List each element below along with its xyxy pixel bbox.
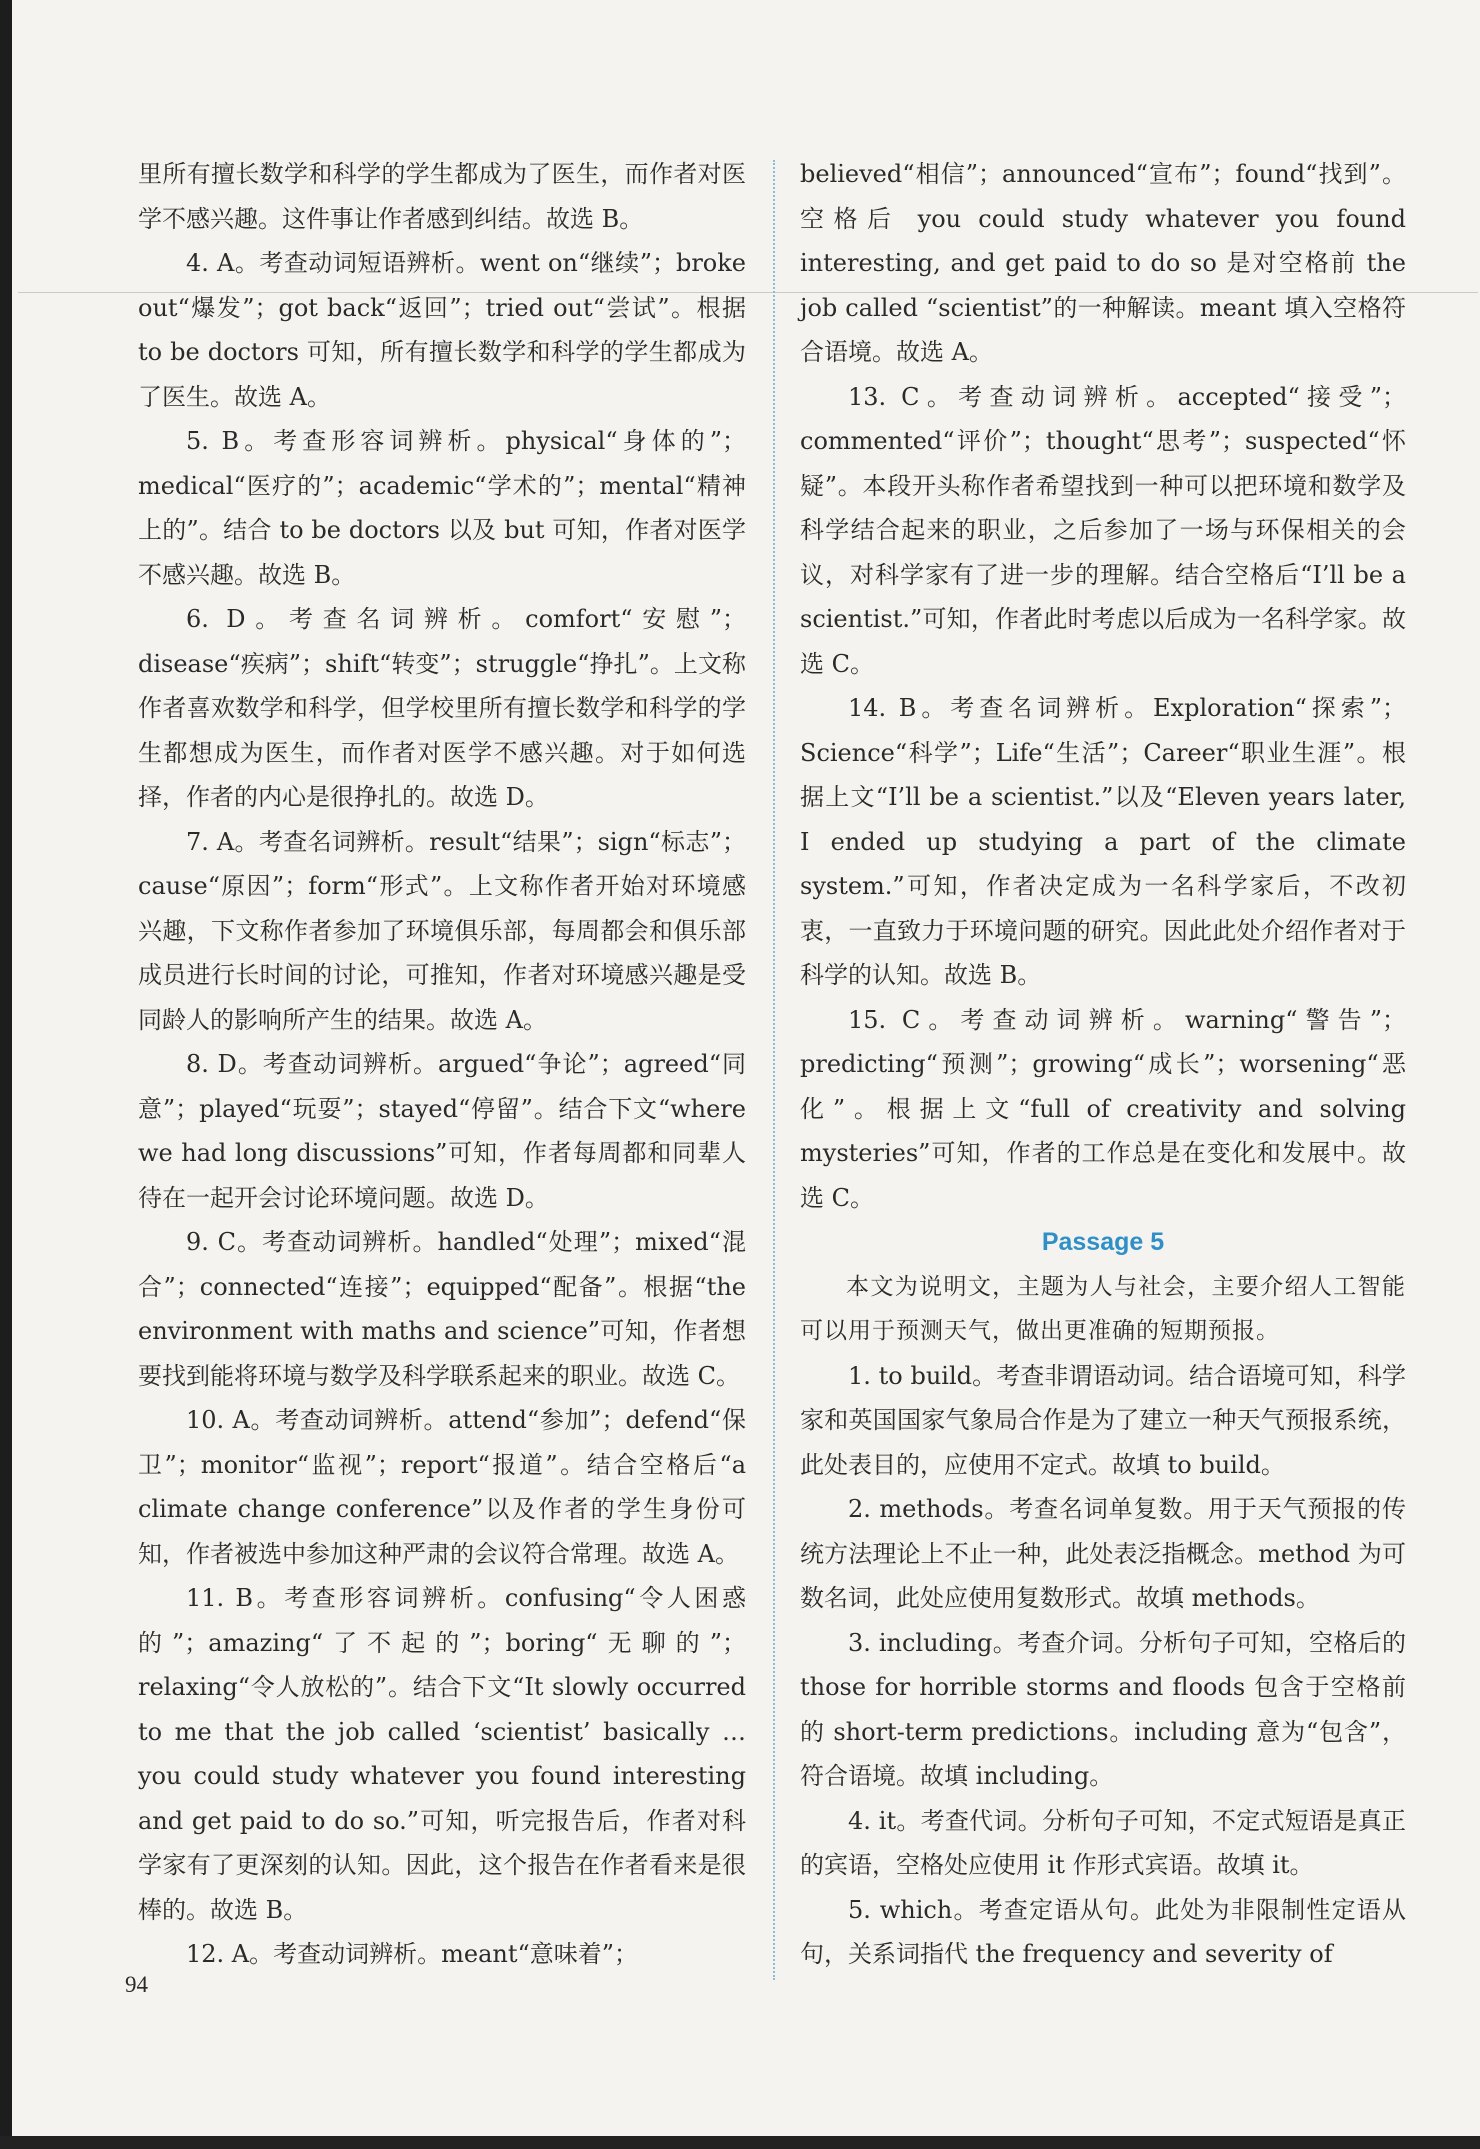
answer-item-11: 11. B。考查形容词辨析。confusing“令人困惑的”；amazing“了不起的”；boring“无聊的”；relaxing“令人放松的”。结合下文“It slowly occurred to me that the job called ‘scientist’ basically … you could study whatever you found interesting and get paid to do so.”可知，听完报告后，作者对科学家有了更深刻的认知。因此，这个报告在作者看来是很棒的。故选 B。 <box>138 1584 746 1924</box>
paragraph-continued-right: believed“相信”；announced“宣布”；found“找到”。空格后 you could study whatever you found interesting, and get paid to do so 是对空格前 the job called “scientist”的一种解读。meant 填入空格符合语境。故选 A。 <box>800 160 1406 366</box>
answer-item-9: 9. C。考查动词辨析。handled“处理”；mixed“混合”；connected“连接”；equipped“配备”。根据“the environment with maths and science”可知，作者想要找到能将环境与数学及科学联系起来的职业。故选 C。 <box>138 1228 746 1390</box>
scan-edge-bottom <box>0 2136 1480 2149</box>
left-column <box>138 152 746 1977</box>
answer-item-13: 13. C。考查动词辨析。accepted“接受”；commented“评价”；thought“思考”；suspected“怀疑”。本段开头称作者希望找到一种可以把环境和数学及科学结合起来的职业，之后参加了一场与环保相关的会议，对科学家有了进一步的理解。结合空格后“I’ll be a scientist.”可知，作者此时考虑以后成为一名科学家。故选 C。 <box>800 382 1406 678</box>
page-number: 94 <box>125 1972 148 1997</box>
passage-item-5: 5. which。考查定语从句。此处为非限制性定语从句，关系词指代 the frequency and severity of <box>800 1895 1406 1968</box>
passage-intro: 本文为说明文，主题为人与社会，主要介绍人工智能可以用于预测天气，做出更准确的短期预报。 <box>800 1273 1406 1344</box>
answer-item-4: 4. A。考查动词短语辨析。went on“继续”；broke out“爆发”；got back“返回”；tried out“尝试”。根据 to be doctors 可知，所有擅长数学和科学的学生都成为了医生。故选 A。 <box>138 249 746 411</box>
passage-heading: Passage 5 <box>1041 1228 1165 1256</box>
column-divider <box>773 160 775 1980</box>
paragraph-continued: 里所有擅长数学和科学的学生都成为了医生，而作者对医学不感兴趣。这件事让作者感到纠结。故选 B。 <box>138 160 746 233</box>
answer-item-12: 12. A。考查动词辨析。meant“意味着”； <box>186 1940 639 1968</box>
answer-item-6: 6. D。考查名词辨析。comfort“安慰”；disease“疾病”；shift“转变”；struggle“挣扎”。上文称作者喜欢数学和科学，但学校里所有擅长数学和科学的学生都想成为医生，而作者对医学不感兴趣。对于如何选择，作者的内心是很挣扎的。故选 D。 <box>138 605 746 811</box>
answer-item-14: 14. B。考查名词辨析。Exploration“探索”；Science“科学”；Life“生活”；Career“职业生涯”。根据上文“I’ll be a scientist.”以及“Eleven years later, I ended up studying a part of the climate system.”可知，作者决定成为一名科学家后，不改初衷，一直致力于环境问题的研究。因此此处介绍作者对于科学的认知。故选 B。 <box>800 694 1406 989</box>
passage-item-4: 4. it。考查代词。分析句子可知，不定式短语是真正的宾语，空格处应使用 it 作形式宾语。故填 it。 <box>800 1806 1406 1879</box>
answer-item-10: 10. A。考查动词辨析。attend“参加”；defend“保卫”；monitor“监视”；report“报道”。结合空格后“a climate change conference”以及作者的学生身份可知，作者被选中参加这种严肃的会议符合常理。故选 A。 <box>138 1406 746 1568</box>
passage-item-1: 1. to build。考查非谓语动词。结合语境可知，科学家和英国国家气象局合作是为了建立一种天气预报系统，此处表目的，应使用不定式。故填 to build。 <box>800 1361 1406 1479</box>
passage-item-2: 2. methods。考查名词单复数。用于天气预报的传统方法理论上不止一种，此处表泛指概念。method 为可数名词，此处应使用复数形式。故填 methods。 <box>800 1495 1406 1612</box>
scan-edge-left <box>0 0 12 2149</box>
passage-item-3: 3. including。考查介词。分析句子可知，空格后的 those for horrible storms and floods 包含于空格前的 short-term predictions。including 意为“包含”，符合语境。故填 including。 <box>800 1628 1406 1790</box>
answer-item-7: 7. A。考查名词辨析。result“结果”；sign“标志”；cause“原因”；form“形式”。上文称作者开始对环境感兴趣，下文称作者参加了环境俱乐部，每周都会和俱乐部成员进行长时间的讨论，可推知，作者对环境感兴趣是受同龄人的影响所产生的结果。故选 A。 <box>138 827 746 1034</box>
right-column <box>800 152 1406 1977</box>
answer-item-15: 15. C。考查动词辨析。warning“警告”；predicting“预测”；growing“成长”；worsening“恶化”。根据上文“full of creativity and solving mysteries”可知，作者的工作总是在变化和发展中。故选 C。 <box>800 1005 1406 1212</box>
answer-item-5: 5. B。考查形容词辨析。physical“身体的”；medical“医疗的”；academic“学术的”；mental“精神上的”。结合 to be doctors 以及 but 可知，作者对医学不感兴趣。故选 B。 <box>138 427 746 589</box>
answer-item-8: 8. D。考查动词辨析。argued“争论”；agreed“同意”；played“玩耍”；stayed“停留”。结合下文“where we had long discussions”可知，作者每周都和同辈人待在一起开会讨论环境问题。故选 D。 <box>138 1050 746 1212</box>
